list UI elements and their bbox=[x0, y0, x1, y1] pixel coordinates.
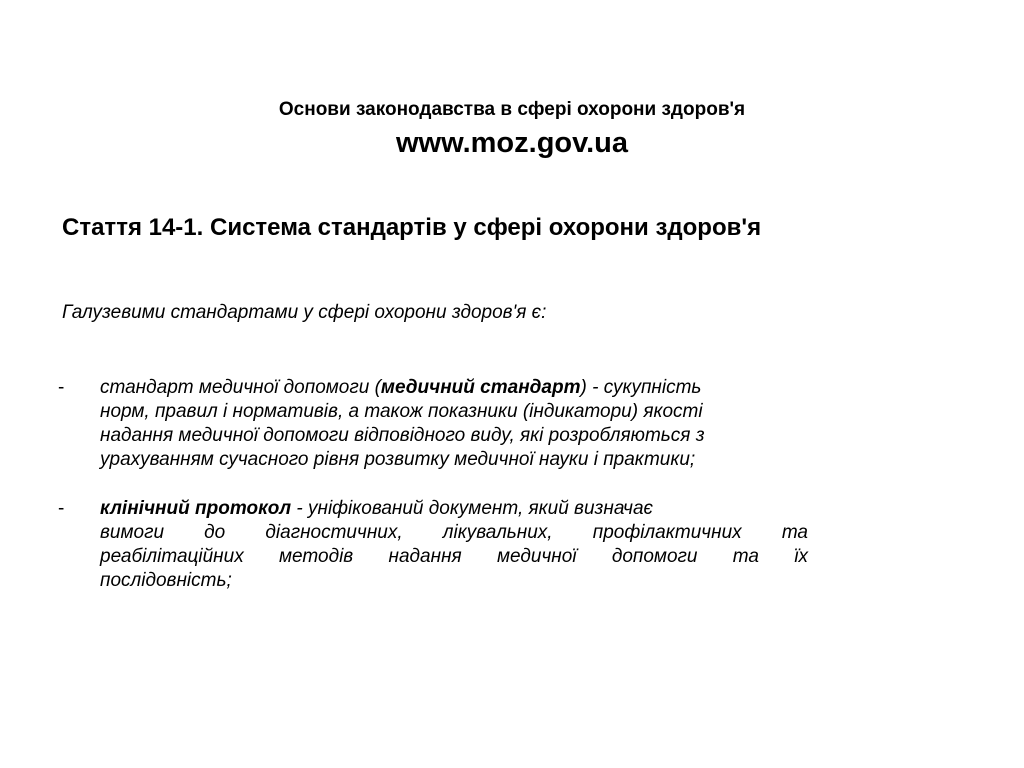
definition-text: стандарт медичної допомоги ( bbox=[100, 377, 381, 398]
definition-body bbox=[100, 376, 840, 472]
definition-line: вимоги до діагностичних, лікувальних, профілактичних та bbox=[100, 522, 808, 543]
definition-text: - уніфікований документ, який визначає bbox=[291, 498, 653, 519]
article-title: Стаття 14-1. Система стандартів у сфері охорони здоров'я bbox=[62, 214, 762, 241]
definition-line bbox=[100, 497, 840, 521]
definition-term: медичний стандарт bbox=[380, 377, 581, 398]
definition-line: надання медичної допомоги відповідного виду, які розробляються з bbox=[100, 425, 705, 446]
header-url: www.moz.gov.ua bbox=[395, 127, 628, 159]
definition-line: реабілітаційних методів надання медичної допомоги та їх bbox=[100, 546, 808, 567]
list-bullet: - bbox=[58, 498, 65, 519]
definition-line bbox=[100, 376, 840, 400]
article-intro: Галузевими стандартами у сфері охорони здоров'я є: bbox=[62, 302, 547, 323]
definition-line: норм, правил і нормативів, а також показники (індикатори) якості bbox=[100, 401, 703, 422]
header-block bbox=[0, 98, 1024, 160]
definition-text: ) - сукупність bbox=[580, 377, 702, 398]
definition-body bbox=[100, 497, 840, 593]
definition-line: послідовність; bbox=[100, 570, 232, 591]
list-bullet: - bbox=[58, 377, 65, 398]
definition-line: урахуванням сучасного рівня розвитку медичної науки і практики; bbox=[100, 449, 696, 470]
definition-term: клінічний протокол bbox=[100, 498, 292, 519]
header-title: Основи законодавства в сфері охорони здоров'я bbox=[278, 99, 746, 120]
